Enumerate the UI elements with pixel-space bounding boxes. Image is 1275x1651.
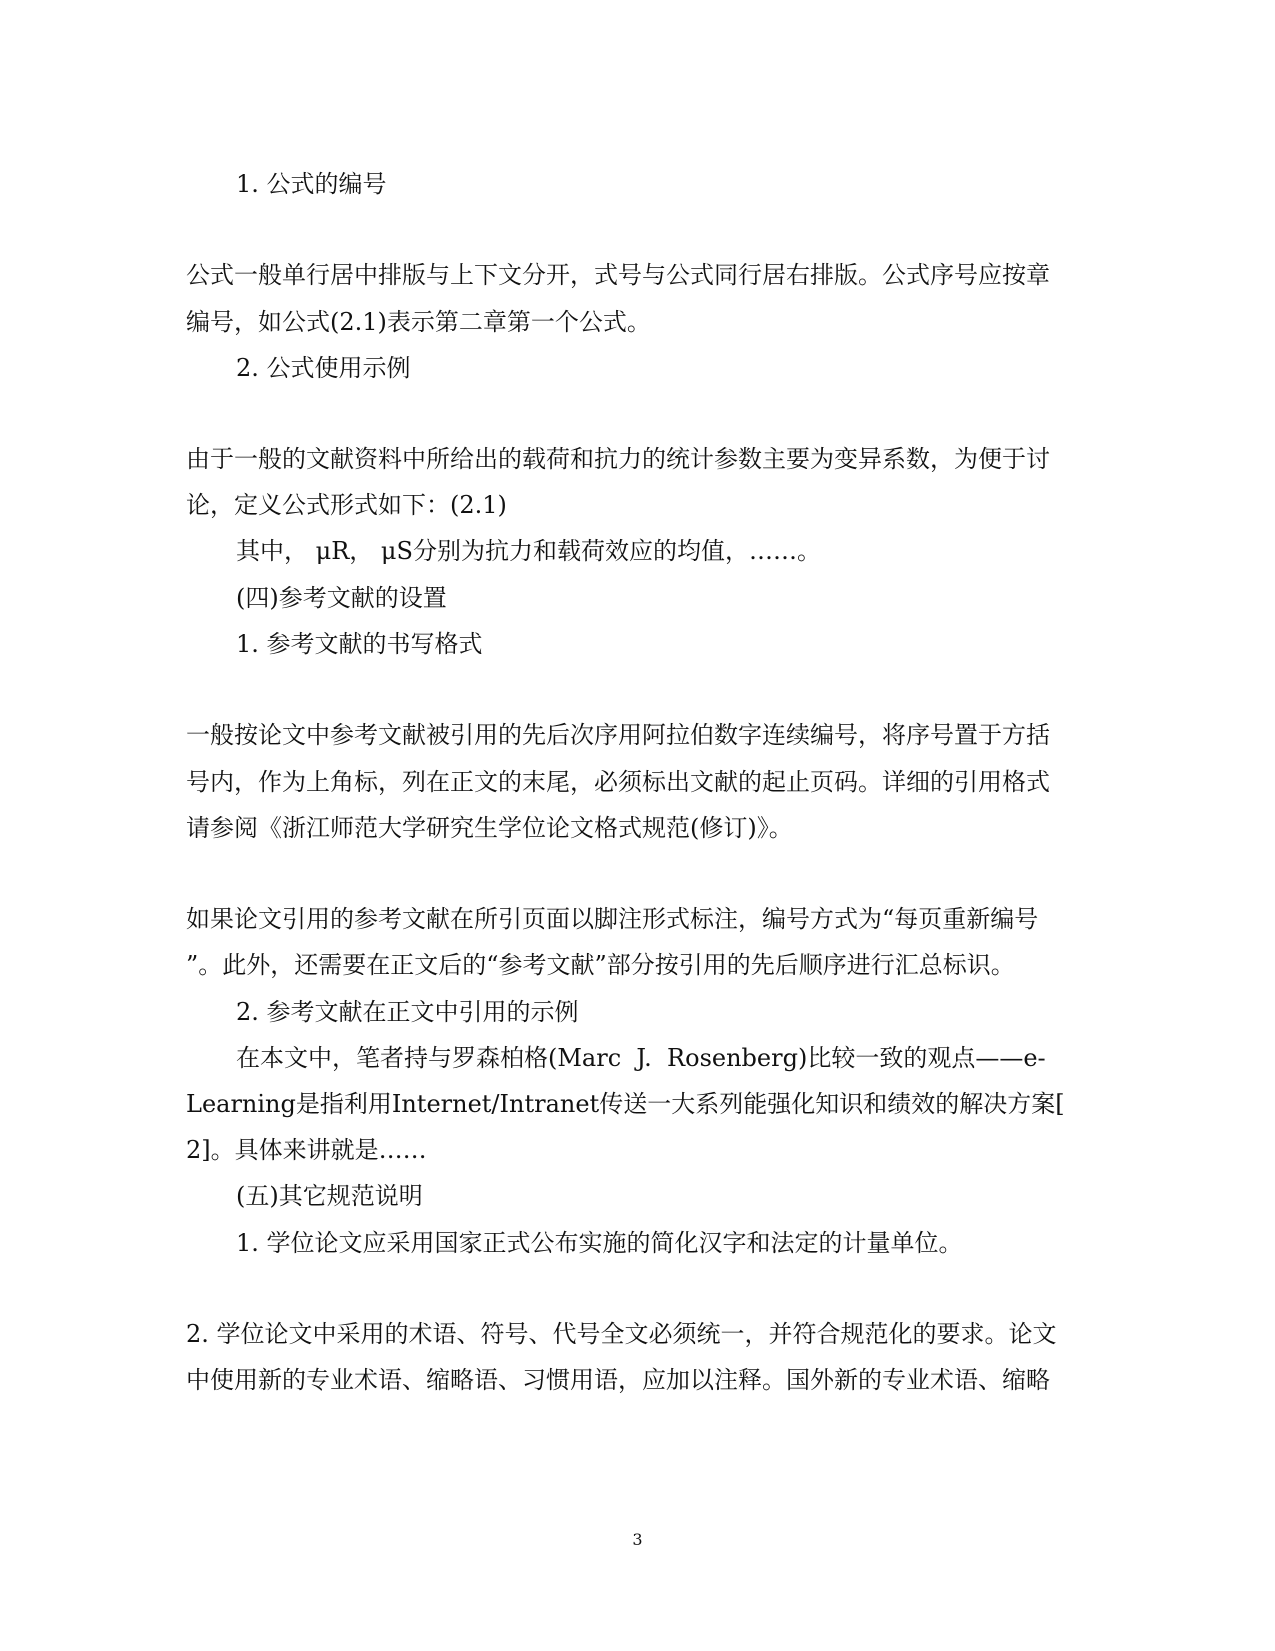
heading-formula-numbering: 1. 公式的编号 — [236, 170, 387, 198]
heading-reference-format: 1. 参考文献的书写格式 — [236, 630, 483, 658]
paragraph-line: 1. 学位论文应采用国家正式公布实施的简化汉字和法定的计量单位。 — [236, 1229, 963, 1257]
paragraph-line: 2. 学位论文中采用的术语、符号、代号全文必须统一，并符合规范化的要求。论文 — [186, 1320, 1057, 1348]
paragraph-line: 公式一般单行居中排版与上下文分开，式号与公式同行居右排版。公式序号应按章 — [186, 261, 1050, 289]
paragraph-line: 由于一般的文献资料中所给出的载荷和抗力的统计参数主要为变异系数，为便于讨 — [186, 445, 1050, 473]
paragraph-line: 论，定义公式形式如下：(2.1) — [186, 491, 507, 519]
section-heading-references: (四)参考文献的设置 — [236, 584, 447, 612]
heading-reference-example: 2. 参考文献在正文中引用的示例 — [236, 998, 579, 1026]
paragraph-line: 中使用新的专业术语、缩略语、习惯用语，应加以注释。国外新的专业术语、缩略 — [186, 1366, 1050, 1394]
paragraph-line: ”。此外，还需要在正文后的“参考文献”部分按引用的先后顺序进行汇总标识。 — [186, 951, 1015, 979]
paragraph-line: 编号，如公式(2.1)表示第二章第一个公式。 — [186, 308, 651, 336]
paragraph-line: 一般按论文中参考文献被引用的先后次序用阿拉伯数字连续编号，将序号置于方括 — [186, 721, 1050, 749]
paragraph-line: 在本文中，笔者持与罗森柏格(Marc J. Rosenberg)比较一致的观点——e- — [236, 1044, 1046, 1072]
paragraph-line: 请参阅《浙江师范大学研究生学位论文格式规范(修订)》。 — [186, 814, 793, 842]
paragraph-line: Learning是指利用Internet/Intranet传送一大系列能强化知识和绩效的解决方案[ — [186, 1090, 1065, 1118]
paragraph-line: 如果论文引用的参考文献在所引页面以脚注形式标注，编号方式为“每页重新编号 — [186, 905, 1039, 933]
paragraph-line: 其中， μR， μS分别为抗力和载荷效应的均值，……。 — [236, 537, 821, 565]
paragraph-line: 号内，作为上角标，列在正文的末尾，必须标出文献的起止页码。详细的引用格式 — [186, 768, 1050, 796]
section-heading-other-rules: (五)其它规范说明 — [236, 1182, 423, 1210]
heading-formula-example: 2. 公式使用示例 — [236, 354, 411, 382]
page-number: 3 — [632, 1530, 643, 1549]
paragraph-line: 2]。具体来讲就是…… — [186, 1136, 427, 1164]
